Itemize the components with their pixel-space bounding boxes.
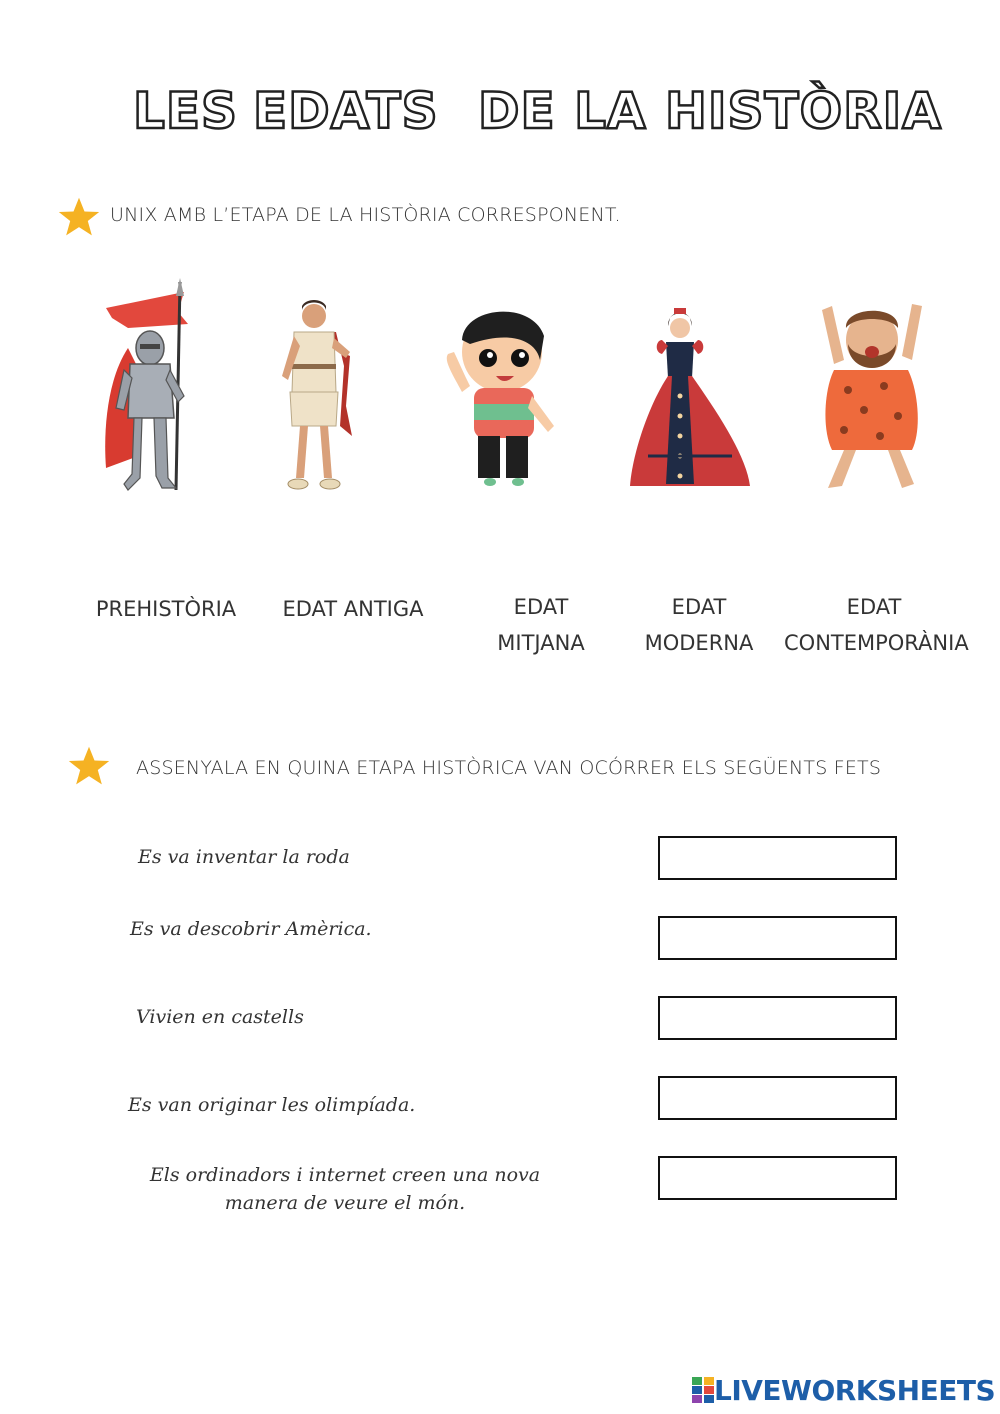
age-label-line2: CONTEMPORÀNIA	[784, 631, 969, 655]
age-label-line1: EDAT	[846, 595, 902, 619]
fact-line1: Els ordinadors i internet creen una nova	[149, 1164, 541, 1186]
answer-box[interactable]	[658, 1156, 897, 1200]
answer-box[interactable]	[658, 916, 897, 960]
age-label-line2: MODERNA	[644, 631, 754, 655]
fact-line2: manera de veure el món.	[224, 1192, 466, 1214]
title-part-edats: EDATS	[253, 82, 439, 140]
answer-box[interactable]	[658, 1076, 897, 1120]
fact-text-multiline	[120, 1161, 570, 1217]
section1-instruction: UNIX AMB L’ETAPA DE LA HISTÒRIA CORRESPONENT.	[110, 204, 621, 226]
age-label-prehistoria[interactable]	[86, 591, 246, 627]
section2-instruction: ASSENYALA EN QUINA ETAPA HISTÒRICA VAN OCÓRRER ELS SEGÜENTS FETS	[136, 757, 882, 779]
boy-figure[interactable]	[440, 300, 560, 490]
fact-text: Es va inventar la roda	[138, 846, 350, 868]
age-label-line1: EDAT	[671, 595, 727, 619]
answer-box[interactable]	[658, 836, 897, 880]
age-label-line1: PREHISTÒRIA	[95, 597, 237, 621]
age-label-line1: EDAT	[513, 595, 569, 619]
age-label-edat-mitjana[interactable]	[466, 589, 616, 661]
lady-figure[interactable]	[628, 306, 752, 496]
age-label-line1: EDAT ANTIGA	[282, 597, 424, 621]
answer-box[interactable]	[658, 996, 897, 1040]
age-label-edat-moderna[interactable]	[624, 589, 774, 661]
brand-logo[interactable]	[692, 1374, 995, 1406]
age-label-edat-contemporania[interactable]	[784, 589, 969, 661]
title-part-les: LES	[133, 82, 239, 140]
knight-figure[interactable]	[98, 278, 198, 494]
star-icon	[57, 195, 101, 239]
brand-text: LIVEWORKSHEETS	[714, 1373, 996, 1407]
caveman-figure[interactable]	[814, 300, 930, 496]
liveworksheets-logo-icon	[692, 1377, 714, 1403]
title-part-historia: DE LA HISTÒRIA	[478, 82, 942, 140]
fact-text: Es van originar les olimpíada.	[128, 1094, 416, 1116]
star-icon	[67, 744, 111, 788]
age-label-line2: MITJANA	[497, 631, 585, 655]
roman-figure[interactable]	[266, 296, 362, 492]
age-label-edat-antiga[interactable]	[268, 591, 438, 627]
fact-text: Es va descobrir Amèrica.	[130, 918, 372, 940]
fact-text: Vivien en castells	[136, 1006, 304, 1028]
